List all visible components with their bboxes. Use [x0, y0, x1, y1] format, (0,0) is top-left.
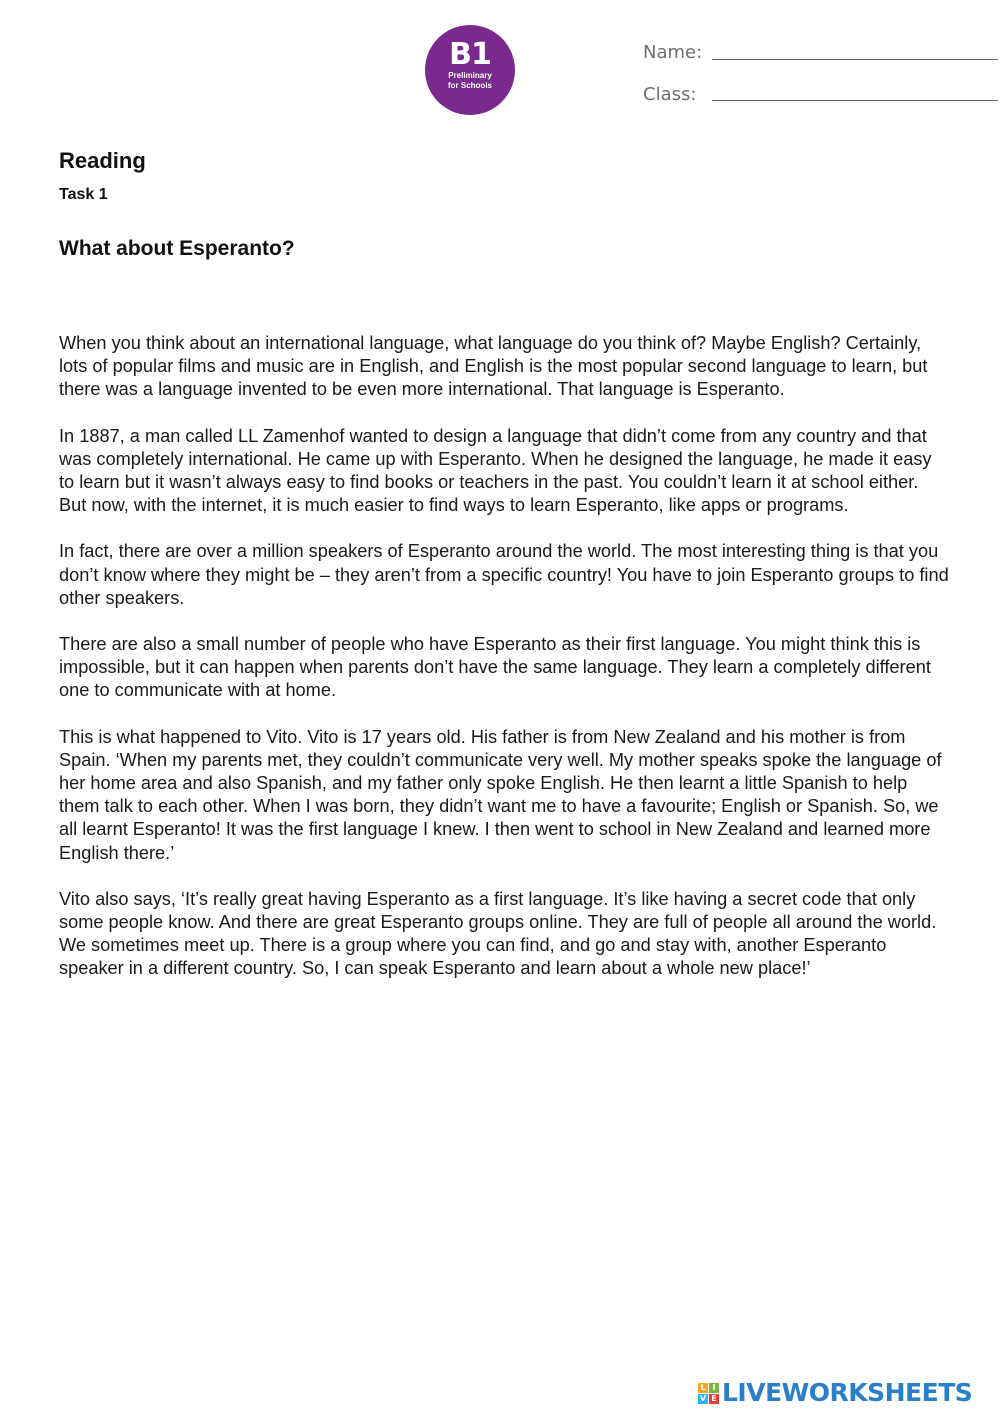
- liveworksheets-logo-text: LIVEWORKSHEETS: [722, 1378, 973, 1407]
- logo-mark-letter: E: [709, 1394, 719, 1404]
- paragraph-2: In 1887, a man called LL Zamenhof wanted to design a language that didn’t come from any country and that was completely international. He came up with Esperanto. When he designed the language, he made it easy to learn but it wasn’t always easy to find books or teachers in the past. You couldn’t learn it at school either. But now, with the internet, it is much easier to find ways to learn Esperanto, like apps or programs.: [59, 425, 932, 516]
- paragraph-6: Vito also says, ‘It’s really great having Esperanto as a first language. It’s like having a secret code that only some people know. And there are great Esperanto groups online. They are full of people all around the world. We sometimes meet up. There is a group where you can find, and go and stay with, another Esperanto speaker in a different country. So, I can speak Esperanto and learn about a whole new place!’: [59, 888, 937, 979]
- badge-level: B1: [449, 37, 491, 72]
- paragraph-4: There are also a small number of people who have Esperanto as their first language. You might think this is impossible, but it can happen when parents don’t have the same language. They learn a completely different one to communicate with at home.: [59, 634, 931, 701]
- article-body: [59, 332, 949, 1004]
- class-field[interactable]: [712, 100, 998, 101]
- b1-preliminary-badge: [425, 25, 515, 115]
- article-title: What about Esperanto?: [59, 237, 295, 260]
- logo-mark-letter: I: [709, 1383, 719, 1393]
- paragraph-3: In fact, there are over a million speakers of Esperanto around the world. The most interesting thing is that you don’t know where they might be – they aren’t from a specific country! You have to join Esperanto groups to find other speakers.: [59, 541, 949, 608]
- task-label: Task 1: [59, 186, 108, 203]
- liveworksheets-logo-icon: [698, 1383, 719, 1404]
- liveworksheets-logo[interactable]: [698, 1378, 972, 1408]
- section-title: Reading: [59, 148, 146, 173]
- badge-line-2: for Schools: [447, 81, 492, 90]
- paragraph-5: This is what happened to Vito. Vito is 17 years old. His father is from New Zealand and his mother is from Spain. ‘When my parents met, they couldn’t communicate very well. My mother speaks spoke the language of her home area and also Spanish, and my father only spoke English. He then learnt a little Spanish to help them talk to each other. When I was born, they didn’t want me to have a favourite; English or Spanish. So, we all learnt Esperanto! It was the first language I knew. I then went to school in New Zealand and learned more English there.’: [59, 726, 942, 863]
- logo-mark-letter: V: [699, 1393, 707, 1403]
- name-field[interactable]: [712, 59, 998, 60]
- badge-line-1: Preliminary: [448, 71, 492, 80]
- name-label: Name:: [643, 42, 703, 63]
- paragraph-1: When you think about an international language, what language do you think of? Maybe English? Certainly, lots of popular films and music are in English, and English is the most popular second language to learn, but there was a language invented to be even more international. That language is Esperanto.: [59, 333, 928, 400]
- class-label: Class:: [643, 84, 697, 105]
- logo-mark-letter: L: [698, 1383, 708, 1393]
